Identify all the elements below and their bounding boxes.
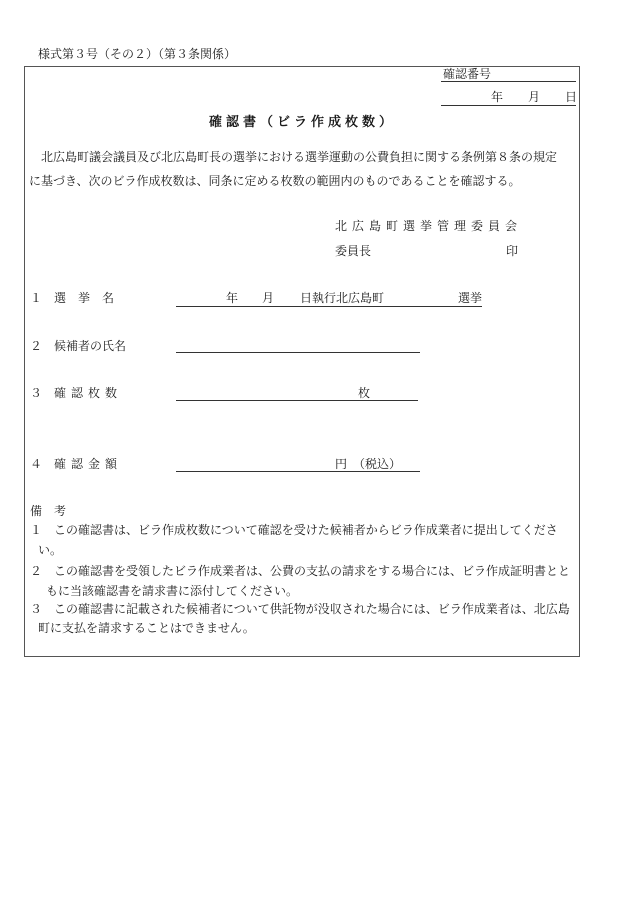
confirmation-number-label: 確認番号 xyxy=(443,67,492,81)
note-1-line-1: この確認書は、ビラ作成枚数について確認を受けた候補者からビラ作成業者に提出してくださ xyxy=(54,523,558,537)
document-title: 確認書（ビラ作成枚数） xyxy=(209,115,397,130)
item-1-suffix: 選挙 xyxy=(458,291,483,305)
confirmation-number-line xyxy=(441,81,576,82)
note-1-number: １ xyxy=(30,523,43,537)
date-year-label: 年 xyxy=(491,90,504,104)
item-4-field-line xyxy=(176,471,420,472)
seal-label: 印 xyxy=(506,244,519,258)
note-2-number: ２ xyxy=(30,564,43,578)
item-1-month: 月 xyxy=(262,291,275,305)
item-1-label: 選 挙 名 xyxy=(54,291,115,305)
item-2-label: 候補者の氏名 xyxy=(54,339,127,353)
note-3-line-2: 町に支払を請求することはできません。 xyxy=(38,621,255,635)
item-4-suffix: 円 （税込） xyxy=(335,457,402,471)
item-4-number: ４ xyxy=(30,457,43,471)
item-1-field-line xyxy=(176,306,482,307)
note-2-line-1: この確認書を受領したビラ作成業者は、公費の支払の請求をする場合には、ビラ作成証明書とと xyxy=(54,564,571,578)
chairman-label: 委員長 xyxy=(335,244,372,258)
item-1-year: 年 xyxy=(226,291,239,305)
item-3-label: 確認枚数 xyxy=(54,386,123,400)
date-line xyxy=(441,105,576,106)
form-label: 様式第３号（その２）（第３条関係） xyxy=(38,47,237,61)
item-3-field-line xyxy=(176,400,418,401)
item-2-field-line xyxy=(176,352,420,353)
intro-line-2: に基づき、次のビラ作成枚数は、同条に定める枚数の範囲内のものであることを確認する。 xyxy=(29,174,521,188)
note-3-number: ３ xyxy=(30,602,43,616)
date-day-label: 日 xyxy=(565,90,578,104)
intro-line-1: 北広島町議会議員及び北広島町長の選挙における選挙運動の公費負担に関する条例第８条の規定 xyxy=(41,150,558,164)
note-3-line-1: この確認書に記載された候補者について供託物が没収された場合には、ビラ作成業者は、北広島 xyxy=(54,602,570,616)
item-1-rest: 日執行北広島町 xyxy=(300,291,385,305)
notes-heading: 備 考 xyxy=(30,504,67,518)
committee-name: 北広島町選挙管理委員会 xyxy=(335,219,523,233)
item-1-number: １ xyxy=(30,291,43,305)
item-2-number: ２ xyxy=(30,339,43,353)
note-2-line-2: もに当該確認書を請求書に添付してください。 xyxy=(46,584,299,598)
note-1-line-2: い。 xyxy=(38,543,63,557)
item-3-suffix: 枚 xyxy=(358,386,371,400)
item-3-number: ３ xyxy=(30,386,43,400)
item-4-label: 確認金額 xyxy=(54,457,123,471)
date-month-label: 月 xyxy=(528,90,541,104)
